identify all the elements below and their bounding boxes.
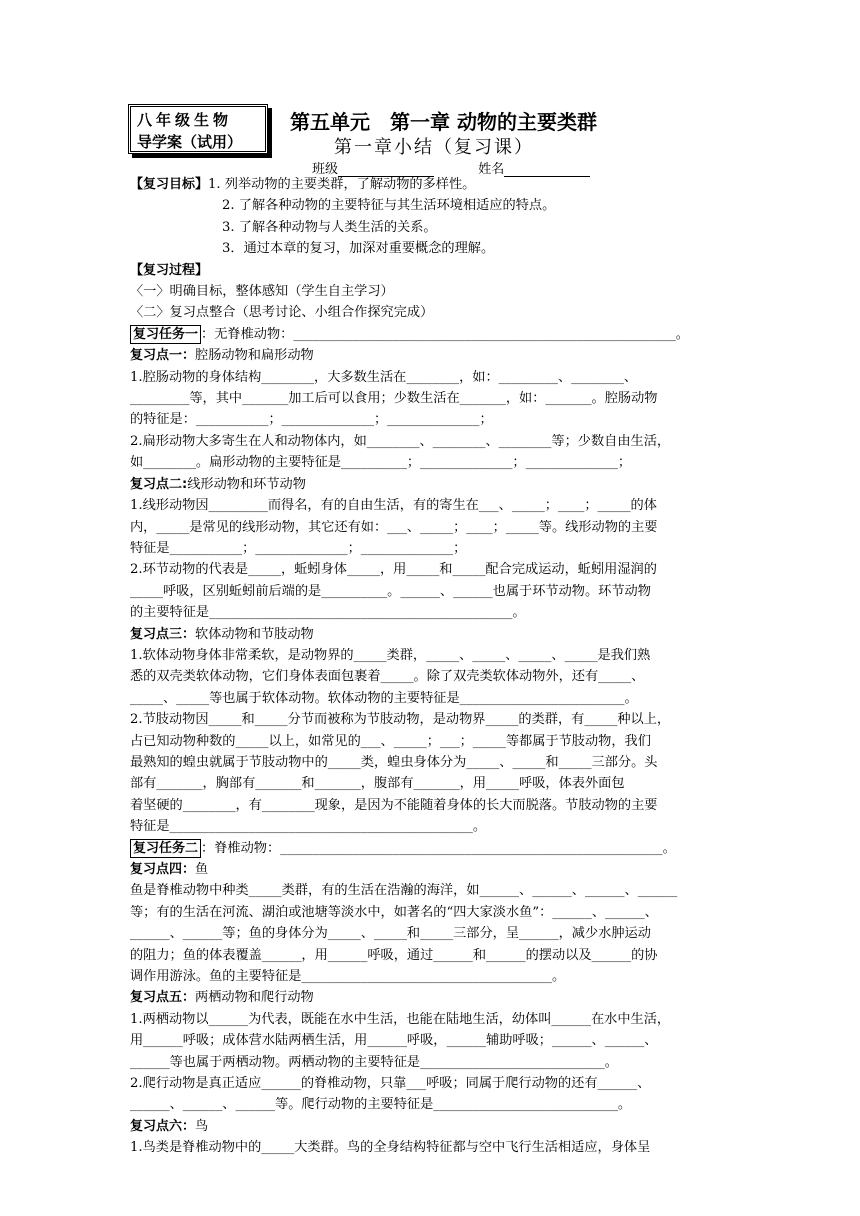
task1-row: [130, 324, 730, 345]
text-line[interactable]: 悉的双壳类软体动物，它们身体表面包裹着_____。除了双壳类软体动物外，还有_____、: [130, 669, 645, 685]
text-line[interactable]: 2.节肢动物因_____和_____分节而被称为节肢动物，是动物界_____的类群，有_____种以上，: [130, 712, 671, 728]
text-line[interactable]: ______、______等；鱼的身体分为_____、_____和_____三部分，呈______，减少水肿运动: [130, 926, 651, 942]
text-line[interactable]: 部有_______，胸部有_______和_______，腹部有_______，用_____呼吸，体表外面包: [130, 776, 625, 792]
text-line[interactable]: 特征是___________；______________；______________；: [130, 540, 467, 556]
text-line[interactable]: _____呼吸，区别蚯蚓前后端的是__________。______、______也属于环节动物。环节动物: [130, 583, 651, 599]
text-line[interactable]: 最熟知的蝗虫就属于节肢动物中的_____类，蝗虫身体分为_____、_____和_____三部分。头: [130, 754, 658, 770]
step-1: 〈一〉明确目标，整体感知（学生自主学习）: [130, 284, 394, 300]
point4-title: 复习点四：: [130, 862, 196, 877]
text-line[interactable]: 特征是______________________________________________。: [130, 819, 487, 835]
point4-sub: 鱼: [195, 862, 209, 877]
text-line[interactable]: ______、______、______等。爬行动物的主要特征是____________________________。: [130, 1097, 632, 1113]
text-line[interactable]: 占已知动物种数的_____以上，如常见的___、_____；___；_____等都属于节肢动物，我们: [130, 733, 651, 749]
point3-sub: 软体动物和节肢动物: [195, 626, 314, 642]
point5-title: 复习点五：: [130, 990, 196, 1006]
goal-2: 2. 了解各种动物的主要特征与其生活环境相适应的特点。: [222, 198, 556, 214]
point2-heading: [130, 474, 730, 495]
text-line[interactable]: 调作用游泳。鱼的主要特征是______________________________________。: [130, 969, 566, 985]
text-line[interactable]: 2.爬行动物是真正适应______的脊椎动物，只靠___呼吸；同属于爬行动物的还有______、: [130, 1076, 651, 1092]
goal-3: 3. 了解各种动物与人类生活的关系。: [222, 219, 437, 235]
point5-sub: 两栖动物和爬行动物: [195, 990, 314, 1006]
page-title: 第五单元 第一章 动物的主要类群: [290, 110, 597, 134]
point1-title: 复习点一：: [130, 348, 196, 364]
step-2: 〈二〉复习点整合（思考讨论、小组合作探究完成）: [130, 305, 434, 321]
task2-label: 复习任务二: [130, 839, 201, 858]
text-line[interactable]: ______等也属于两栖动物。两栖动物的主要特征是____________________________。: [130, 1054, 618, 1070]
task2-row: [130, 838, 730, 859]
point5-heading: [130, 987, 730, 1008]
text-line[interactable]: 1.软体动物身体非常柔软，是动物界的_____类群，_____、_____、_____、_____是我们熟: [130, 647, 651, 663]
text-line[interactable]: 2.环节动物的代表是_____，蚯蚓身体_____，用_____和_____配合完成运动，蚯蚓用湿润的: [130, 562, 657, 578]
task1-text[interactable]: ：无脊椎动物：__________________________________________________________。: [201, 326, 689, 342]
text-line[interactable]: 的特征是：___________；______________；______________；: [130, 412, 493, 428]
worksheet-body: [130, 174, 730, 1159]
badge-line2: 导学案（试用）: [137, 133, 243, 151]
text-line[interactable]: 1.两栖动物以______为代表，既能在水中生活，也能在陆地生活，幼体叫______在水中生活，: [130, 1011, 671, 1027]
text-line[interactable]: 等；有的生活在河流、湖泊或池塘等淡水中，如著名的“四大家淡水鱼”：______、______、: [130, 904, 658, 920]
text-line[interactable]: 1.线形动物因_________而得名，有的自由生活，有的寄生在___、_____；____；_____的体: [130, 498, 657, 514]
text-line[interactable]: 如________。扁形动物的主要特征是__________；______________；______________；: [130, 455, 632, 471]
text-line[interactable]: 2.扁形动物大多寄生在人和动物体内，如________、________、________等；少数自由生活，: [130, 433, 671, 449]
task1-label: 复习任务一: [130, 325, 201, 344]
point3-heading: [130, 624, 730, 645]
point6-heading: [130, 1116, 730, 1137]
point6-title: 复习点六：: [130, 1118, 196, 1134]
text-line[interactable]: 的阻力；鱼的体表覆盖______，用______呼吸，通过______和______的摆动以及______的协: [130, 947, 658, 963]
point4-heading: [130, 859, 730, 880]
task2-text[interactable]: ：脊椎动物：__________________________________________________________。: [201, 840, 676, 856]
point3-title: 复习点三：: [130, 626, 196, 642]
point1-sub: 腔肠动物和扁形动物: [195, 348, 314, 364]
point2-title: 复习点二:: [130, 476, 188, 492]
text-line[interactable]: 的主要特征是______________________________________________。: [130, 605, 526, 621]
goals-label: 【复习目标】: [130, 177, 209, 192]
text-line[interactable]: _____、_____等也属于软体动物。软体动物的主要特征是_________________________。: [130, 690, 638, 706]
text-line[interactable]: 内，_____是常见的线形动物，其它还有如：___、_____；____；_____等。线形动物的主要: [130, 519, 658, 535]
text-line[interactable]: 用______呼吸；成体营水陆两栖生活，用______呼吸，______辅助呼吸；______、______、: [130, 1033, 658, 1049]
badge-line1: 八年级生物: [137, 111, 233, 129]
name-label: 姓名: [478, 162, 505, 177]
point1-heading: [130, 345, 730, 366]
text-line[interactable]: 鱼是脊椎动物中种类_____类群，有的生活在浩瀚的海洋，如______、______、______、______: [130, 883, 678, 899]
point2-sub: 线形动物和环节动物: [187, 476, 306, 492]
text-line[interactable]: _________等，其中_______加工后可以食用；少数生活在_______，如：_______。腔肠动物: [130, 391, 658, 407]
process-label: 【复习过程】: [130, 262, 209, 278]
text-line[interactable]: 1.鸟类是脊椎动物中的_____大类群。鸟的全身结构特征都与空中飞行生活相适应，身体呈: [130, 1140, 651, 1156]
goal-row-1: [130, 174, 730, 195]
goal-4: 3．通过本章的复习，加深对重要概念的理解。: [222, 241, 495, 257]
text-line[interactable]: 着坚硬的________，有________现象，是因为不能随着身体的长大而脱落。节肢动物的主要: [130, 797, 658, 813]
point6-sub: 鸟: [195, 1118, 209, 1134]
text-line[interactable]: 1.腔肠动物的身体结构________，大多数生活在________，如：_________、________、: [130, 369, 638, 385]
class-label: 班级: [312, 162, 339, 177]
grade-badge: [128, 104, 268, 154]
page-subtitle: 第一章小结（复习课）: [334, 137, 534, 158]
goal-1: 1. 列举动物的主要类群，了解动物的多样性。: [208, 177, 476, 192]
